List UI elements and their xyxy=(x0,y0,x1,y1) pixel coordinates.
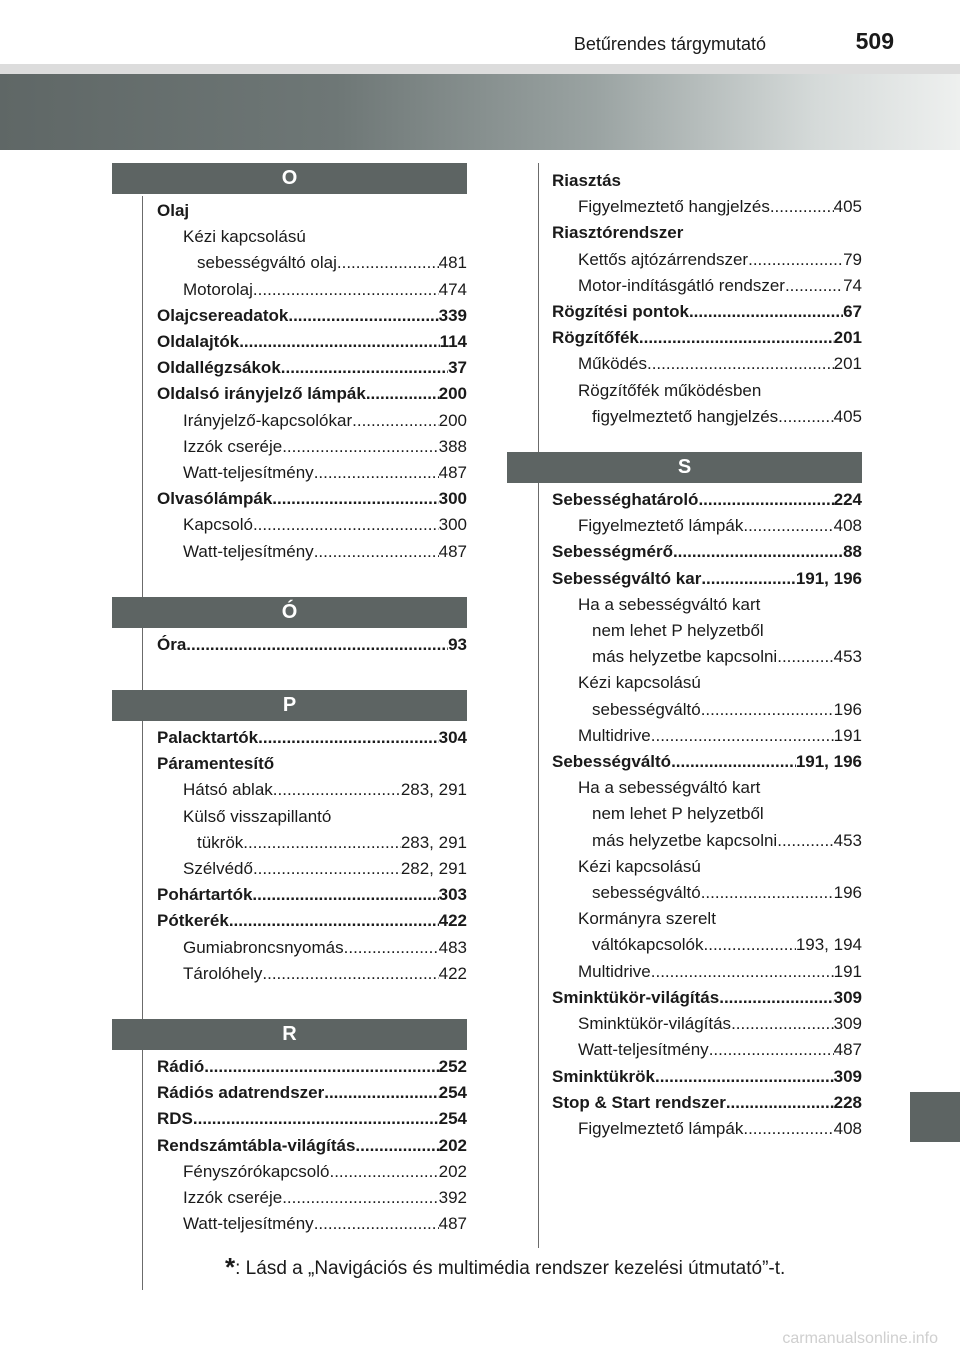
index-entry: Óra ..... 93 xyxy=(157,632,467,658)
header-rule xyxy=(0,64,960,74)
left-column xyxy=(112,163,467,1238)
section-o-acute-entries xyxy=(112,632,467,658)
index-subentry: Működés ..... 201 xyxy=(552,351,862,377)
index-entry: Riasztás xyxy=(552,171,621,190)
index-subentry: Kézi kapcsolású xyxy=(578,673,701,693)
section-p-entries xyxy=(112,725,467,987)
index-entry: Sebességváltó ..... 191, 196 xyxy=(552,749,862,775)
index-entry: Sebességváltó kar ..... 191, 196 xyxy=(552,566,862,592)
index-subentry: Motorolaj ..... 474 xyxy=(157,277,467,303)
footnote xyxy=(225,1252,785,1283)
header-title: Betűrendes tárgymutató xyxy=(573,34,766,54)
index-entry: Páramentesítő xyxy=(157,754,275,774)
index-subentry: Watt-teljesítmény ..... 487 xyxy=(157,460,467,486)
index-subentry: Watt-teljesítmény ..... 487 xyxy=(157,539,467,565)
index-subentry: Fényszórókapcsoló ..... 202 xyxy=(157,1159,467,1185)
index-subentry: más helyzetbe kapcsolni ..... 453 xyxy=(552,644,862,670)
index-entry: Rögzítőfék ..... 201 xyxy=(552,325,862,351)
section-header-r: R xyxy=(112,1019,467,1050)
index-entry: Rádiós adatrendszer ..... 254 xyxy=(157,1080,467,1106)
index-entry: Rögzítési pontok ..... 67 xyxy=(552,299,862,325)
index-subentry: tükrök ..... 283, 291 xyxy=(157,830,467,856)
index-entry: Stop & Start rendszer ..... 228 xyxy=(552,1090,862,1116)
index-entry: Rádió ..... 252 xyxy=(157,1054,467,1080)
index-entry: Oldallégzsákok ..... 37 xyxy=(157,355,467,381)
index-subentry: sebességváltó olaj ..... 481 xyxy=(157,250,467,276)
index-entry: Palacktartók ..... 304 xyxy=(157,725,467,751)
section-o-entries xyxy=(112,198,467,565)
chapter-side-tab xyxy=(910,1092,960,1142)
section-header-o: O xyxy=(112,163,467,194)
page-header xyxy=(0,0,960,64)
index-subentry: sebességváltó ..... 196 xyxy=(552,880,862,906)
header-banner xyxy=(0,74,960,150)
index-subentry: Multidrive ..... 191 xyxy=(552,959,862,985)
index-subentry: váltókapcsolók ..... 193, 194 xyxy=(552,932,862,958)
index-subentry: Figyelmeztető lámpák ..... 408 xyxy=(552,1116,862,1142)
index-subentry: Hátsó ablak ..... 283, 291 xyxy=(157,777,467,803)
index-entry: Riasztórendszer xyxy=(552,223,684,243)
section-header-o-acute: Ó xyxy=(112,597,467,628)
section-header-s: S xyxy=(507,452,862,483)
index-subentry: Rögzítőfék működésben xyxy=(578,380,762,400)
index-subentry: Kormányra szerelt xyxy=(578,909,716,929)
section-r-entries xyxy=(112,1054,467,1237)
footnote-text: : Lásd a „Navigációs és multimédia rendszer kezelési útmutató”-t. xyxy=(235,1258,786,1279)
index-subentry: Multidrive ..... 191 xyxy=(552,723,862,749)
footnote-star: * xyxy=(225,1252,236,1282)
index-subentry: Izzók cseréje ..... 392 xyxy=(157,1185,467,1211)
index-entry: Sminktükör-világítás ..... 309 xyxy=(552,985,862,1011)
index-subentry: Tárolóhely ..... 422 xyxy=(157,961,467,987)
index-subentry: Figyelmeztető lámpák ..... 408 xyxy=(552,513,862,539)
index-subentry: Watt-teljesítmény ..... 487 xyxy=(552,1037,862,1063)
index-subentry: Izzók cseréje ..... 388 xyxy=(157,434,467,460)
index-entry: Olaj xyxy=(157,201,190,220)
index-entry: Pohártartók ..... 303 xyxy=(157,882,467,908)
index-subentry: Kézi kapcsolású xyxy=(578,856,701,876)
right-column xyxy=(507,168,862,1142)
index-entry: Sminktükrök ..... 309 xyxy=(552,1064,862,1090)
index-subentry: Ha a sebességváltó kart xyxy=(578,778,761,798)
index-subentry: Figyelmeztető hangjelzés ..... 405 xyxy=(552,194,862,220)
section-s-entries xyxy=(507,487,862,1142)
index-subentry: más helyzetbe kapcsolni ..... 453 xyxy=(552,828,862,854)
index-subentry: nem lehet P helyzetből xyxy=(592,621,764,641)
index-entry: Sebességmérő ..... 88 xyxy=(552,539,862,565)
index-subentry: Watt-teljesítmény ..... 487 xyxy=(157,1211,467,1237)
index-entry: Rendszámtábla-világítás ..... 202 xyxy=(157,1133,467,1159)
index-subentry: Külső visszapillantó xyxy=(183,806,332,826)
index-subentry: Motor-indításgátló rendszer ..... 74 xyxy=(552,273,862,299)
index-entry: Oldalajtók ..... 114 xyxy=(157,329,467,355)
index-entry: RDS ..... 254 xyxy=(157,1106,467,1132)
index-subentry: Szélvédő ..... 282, 291 xyxy=(157,856,467,882)
index-subentry: Kézi kapcsolású xyxy=(183,227,306,247)
index-subentry: figyelmeztető hangjelzés ..... 405 xyxy=(552,404,862,430)
index-subentry: sebességváltó ..... 196 xyxy=(552,697,862,723)
section-header-p: P xyxy=(112,690,467,721)
page-number: 509 xyxy=(855,28,894,54)
index-subentry: Gumiabroncsnyomás ..... 483 xyxy=(157,935,467,961)
index-entry: Olvasólámpák ..... 300 xyxy=(157,486,467,512)
index-subentry: Kapcsoló ..... 300 xyxy=(157,512,467,538)
index-entry: Oldalsó irányjelző lámpák ..... 200 xyxy=(157,381,467,407)
watermark: carmanualsonline.info xyxy=(782,1330,938,1347)
index-entry: Sebességhatároló ..... 224 xyxy=(552,487,862,513)
index-subentry: Ha a sebességváltó kart xyxy=(578,594,761,614)
index-subentry: Sminktükör-világítás ..... 309 xyxy=(552,1011,862,1037)
index-entry: Olajcsereadatok ..... 339 xyxy=(157,303,467,329)
index-subentry: Irányjelző-kapcsolókar ..... 200 xyxy=(157,408,467,434)
index-subentry: Kettős ajtózárrendszer ..... 79 xyxy=(552,247,862,273)
index-entry: Pótkerék ..... 422 xyxy=(157,908,467,934)
index-subentry: nem lehet P helyzetből xyxy=(592,804,764,824)
section-r-continued-entries xyxy=(507,168,862,430)
